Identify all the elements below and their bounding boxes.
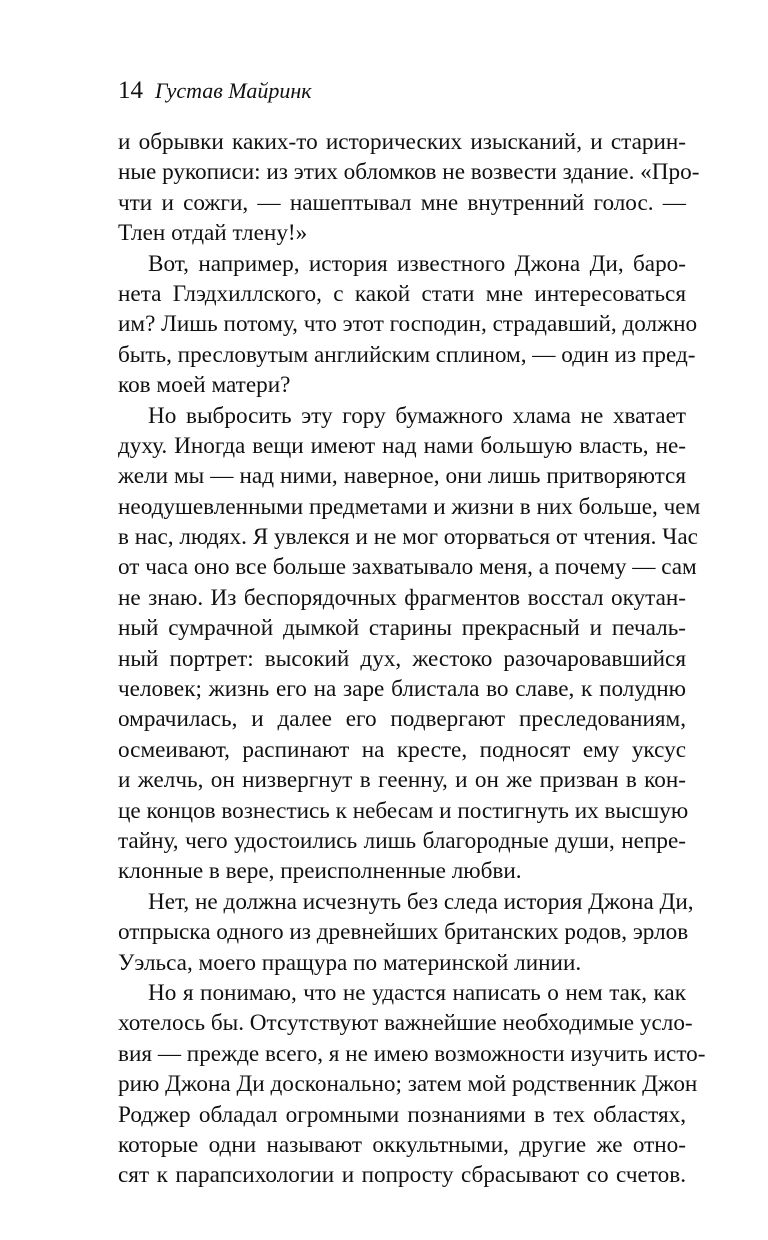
text-line: отпрыска одного из древнейших британских родов, эрлов [118,919,689,946]
text-line: ков моей матери? [118,372,291,399]
text-line: и обрывки каких-то исторических изысканий, и старин- [118,129,686,155]
text-line: це концов вознестись к небесам и постигнуть их высшую [118,797,689,824]
text-line: сят к парапсихологии и попросту сбрасывают со счетов. [118,1162,686,1189]
text-line: Уэльса, моего пращура по материнской линии. [118,949,582,976]
text-line: хотелось бы. Отсутствуют важнейшие необходимые усло- [118,1010,693,1037]
running-head-author: Густав Майринк [155,78,312,103]
text-line: Роджер обладал огромными познаниями в тех областях, [118,1101,686,1128]
text-line: быть, пресловутым английским сплином, — один из пред- [118,341,696,368]
page-number: 14 [118,77,143,104]
text-line: которые одни называют оккультными, другие же отно- [118,1131,686,1158]
text-line: духу. Иногда вещи имеют над нами большую власть, не- [118,432,686,459]
body-text [118,127,706,1191]
paragraph [118,887,694,978]
text-line: Но я понимаю, что не удастся написать о нем так, как [148,979,686,1006]
text-line: им? Лишь потому, что этот господин, страдавший, должно [118,311,698,338]
paragraph [118,127,700,249]
text-line: клонные в вере, преисполненные любви. [118,858,522,885]
text-line: от часа оно все больше захватывало меня, а почему — сам [118,554,697,581]
paragraph [118,978,706,1191]
text-line: рию Джона Ди досконально; затем мой родственник Джон [118,1071,698,1098]
text-line: омрачилась, и далее его подвергают преследованиям, [118,706,686,733]
text-line: нета Глэдхиллского, с какой стати мне интересоваться [118,280,686,307]
text-line: Тлен отдай тлену!» [118,220,308,247]
text-line: в нас, людях. Я увлекся и не мог оторваться от чтения. Час [118,524,698,551]
text-line: и желчь, он низвергнут в геенну, и он же призван в кон- [118,767,686,794]
text-line: не знаю. Из беспорядочных фрагментов восстал окутан- [118,584,686,611]
text-line: ные рукописи: из этих обломков не возвести здание. «Про- [118,159,700,186]
text-line: жели мы — над ними, наверное, они лишь притворяются [118,463,686,490]
text-line: Но выбросить эту гору бумажного хлама не хватает [148,402,686,429]
text-line: ный сумрачной дымкой старины прекрасный и печаль- [118,615,686,642]
paragraph [118,249,698,401]
paragraph [118,401,701,887]
text-line: вия — прежде всего, я не имею возможности изучить исто- [118,1040,706,1067]
text-line: неодушевленными предметами и жизни в них больше, чем [118,493,701,520]
text-line: чти и сожги, — нашептывал мне внутренний голос. — [118,189,686,216]
text-line: тайну, чего удостоились лишь благородные души, непре- [118,827,686,854]
text-line: Вот, например, история известного Джона Ди, баро- [148,250,686,277]
text-line: осмеивают, распинают на кресте, подносят ему уксус [118,736,686,763]
text-line: человек; жизнь его на заре блистала во славе, к полудню [118,676,686,703]
text-line: Нет, не должна исчезнуть без следа история Джона Ди, [148,888,694,915]
text-line: ный портрет: высокий дух, жестоко разочаровавшийся [118,645,686,672]
running-head [118,76,312,106]
